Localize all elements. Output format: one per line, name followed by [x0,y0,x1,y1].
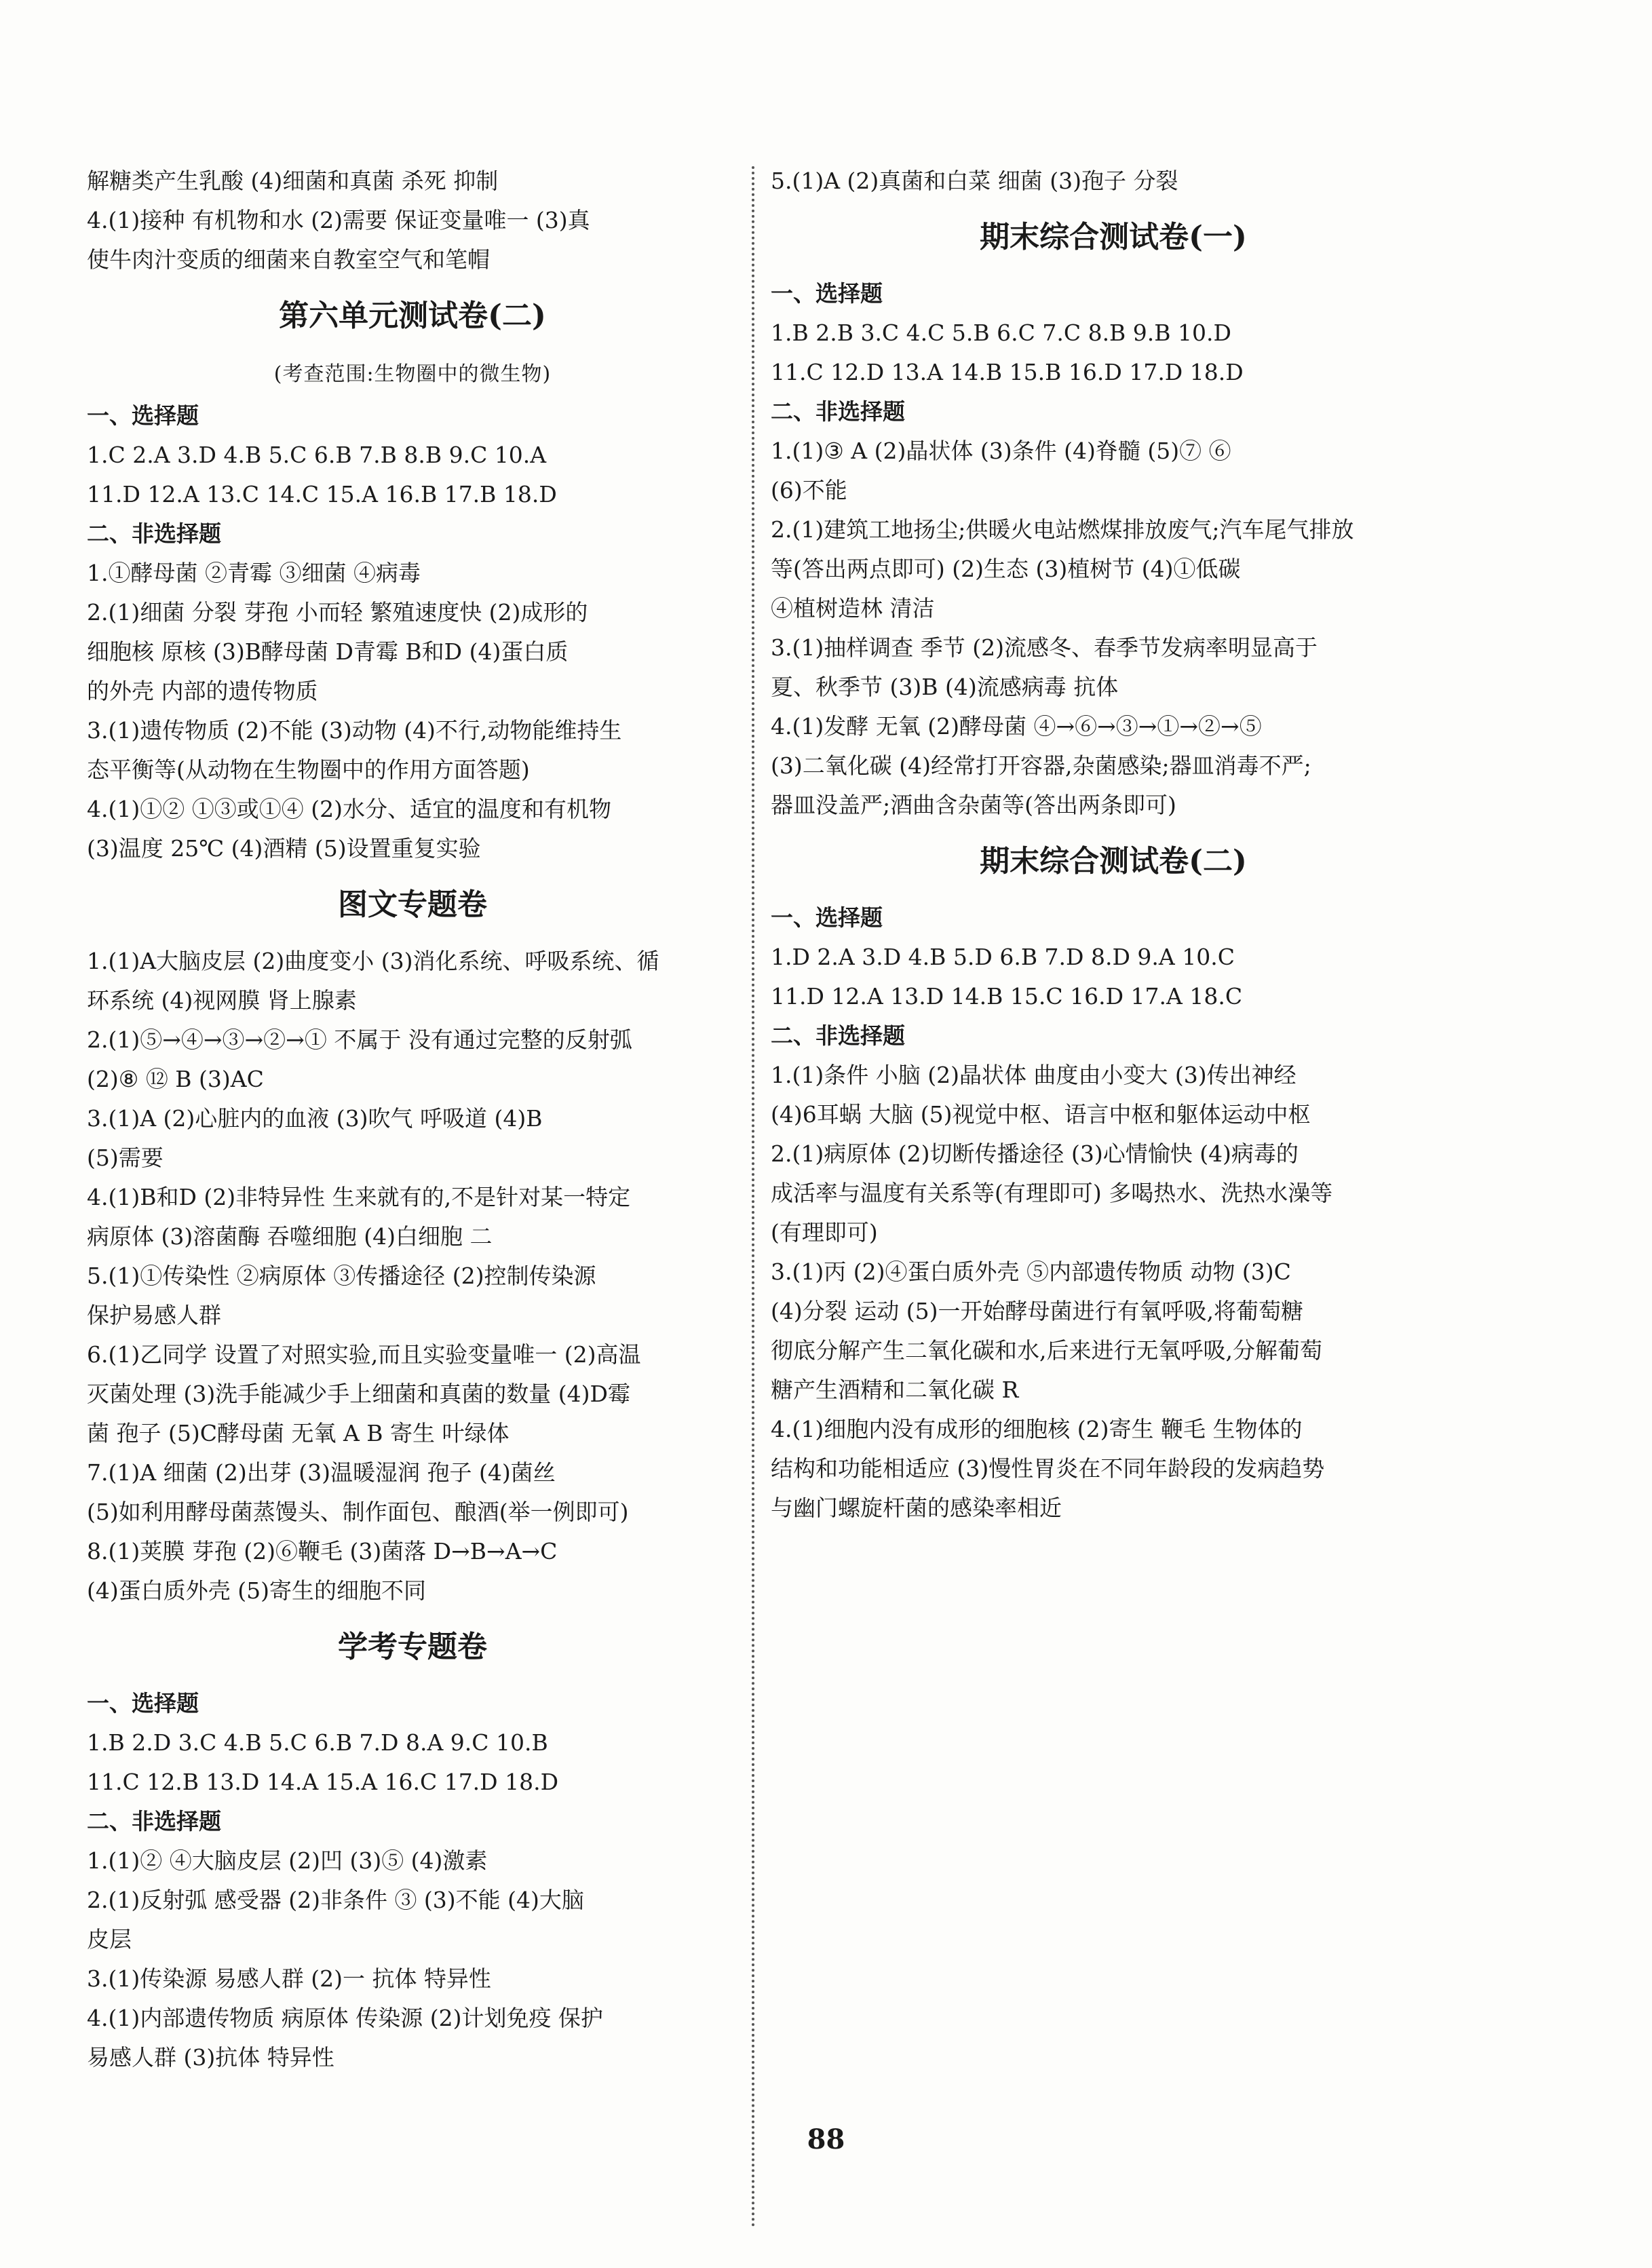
answer-line: 4.(1)B和D (2)非特异性 生来就有的,不是针对某一特定 [87,1184,631,1210]
xuekao-nonchoice-heading: 二、非选择题 [87,1808,221,1834]
tuwen-title: 图文专题卷 [338,887,487,922]
answer-line: 灭菌处理 (3)洗手能减少手上细菌和真菌的数量 (4)D霉 [87,1381,630,1407]
final1-title: 期末综合测试卷(一) [980,220,1247,254]
answer-line: 1.C 2.A 3.D 4.B 5.C 6.B 7.B 8.B 9.C 10.A [87,442,547,468]
answer-line: (2)⑧ ⑫ B (3)AC [87,1066,264,1092]
answer-line: (有理即可) [771,1219,878,1246]
unit6-title: 第六单元测试卷(二) [279,299,546,333]
answer-line: 成活率与温度有关系等(有理即可) 多喝热水、洗热水澡等 [771,1180,1333,1206]
answer-line: 3.(1)传染源 易感人群 (2)一 抗体 特异性 [87,1965,491,1992]
answer-line: 1.(1)③ A (2)晶状体 (3)条件 (4)脊髓 (5)⑦ ⑥ [771,438,1231,464]
answer-line: 6.(1)乙同学 设置了对照实验,而且实验变量唯一 (2)高温 [87,1341,641,1368]
answer-line: 糖产生酒精和二氧化碳 R [771,1377,1019,1403]
unit6-choice-answers [87,436,738,514]
answer-line: (6)不能 [771,477,847,503]
final1-choice-heading: 一、选择题 [771,280,883,307]
unit6-scope: (考查范围:生物圈中的微生物) [273,362,552,386]
answer-line: (4)6耳蜗 大脑 (5)视觉中枢、语言中枢和躯体运动中枢 [771,1101,1311,1128]
page-number: 88 [807,2123,845,2155]
answer-line: 态平衡等(从动物在生物圈中的作用方面答题) [87,756,530,783]
unit6-choice-heading: 一、选择题 [87,402,199,429]
answer-line: 4.(1)①② ①③或①④ (2)水分、适宜的温度和有机物 [87,796,611,822]
answer-line: 5.(1)①传染性 ②病原体 ③传播途径 (2)控制传染源 [87,1263,596,1289]
answer-line: (3)温度 25℃ (4)酒精 (5)设置重复实验 [87,835,481,862]
answer-line: 细胞核 原核 (3)B酵母菌 D青霉 B和D (4)蛋白质 [87,638,569,665]
answer-line: 2.(1)病原体 (2)切断传播途径 (3)心情愉快 (4)病毒的 [771,1140,1299,1167]
answer-line: (5)需要 [87,1145,164,1171]
answer-line: 1.(1)条件 小脑 (2)晶状体 曲度由小变大 (3)传出神经 [771,1062,1296,1088]
left-intro [87,161,738,280]
answer-line: 的外壳 内部的遗传物质 [87,678,318,704]
final2-title: 期末综合测试卷(二) [980,844,1247,879]
answer-line: 2.(1)细菌 分裂 芽孢 小而轻 繁殖速度快 (2)成形的 [87,599,588,626]
answer-line: 1.①酵母菌 ②青霉 ③细菌 ④病毒 [87,560,421,586]
answer-line: 11.D 12.A 13.D 14.B 15.C 16.D 17.A 18.C [771,983,1243,1010]
right-column [771,161,1456,1528]
final2-nonchoice-answers [771,1056,1456,1528]
final2-choice-heading: 一、选择题 [771,904,883,931]
answer-line: 1.B 2.B 3.C 4.C 5.B 6.C 7.C 8.B 9.B 10.D [771,320,1231,346]
answer-line: 解糖类产生乳酸 (4)细菌和真菌 杀死 抑制 [87,168,499,194]
column-divider [752,166,754,2229]
xuekao-choice-answers [87,1723,738,1802]
answer-line: 2.(1)建筑工地扬尘;供暖火电站燃煤排放废气;汽车尾气排放 [771,516,1354,543]
answer-line: 与幽门螺旋杆菌的感染率相近 [771,1495,1062,1521]
answer-line: 1.(1)② ④大脑皮层 (2)凹 (3)⑤ (4)激素 [87,1847,488,1874]
answer-line: 保护易感人群 [87,1302,221,1328]
final2-nonchoice-heading: 二、非选择题 [771,1022,905,1049]
tuwen-answers [87,942,738,1611]
answer-line: ④植树造林 清洁 [771,595,935,621]
answer-line: 3.(1)抽样调查 季节 (2)流感冬、春季节发病率明显高于 [771,634,1318,661]
answer-line: 1.(1)A大脑皮层 (2)曲度变小 (3)消化系统、呼吸系统、循 [87,948,659,974]
answer-line: 2.(1)⑤→④→③→②→① 不属于 没有通过完整的反射弧 [87,1026,632,1053]
answer-line: 5.(1)A (2)真菌和白菜 细菌 (3)孢子 分裂 [771,168,1178,194]
answer-line: 结构和功能相适应 (3)慢性胃炎在不同年龄段的发病趋势 [771,1455,1325,1482]
answer-line: (4)蛋白质外壳 (5)寄生的细胞不同 [87,1577,426,1604]
answer-line: 4.(1)发酵 无氧 (2)酵母菌 ④→⑥→③→①→②→⑤ [771,713,1262,739]
answer-line: 11.C 12.B 13.D 14.A 15.A 16.C 17.D 18.D [87,1769,559,1795]
xuekao-title: 学考专题卷 [338,1630,487,1664]
answer-line: 8.(1)荚膜 芽孢 (2)⑥鞭毛 (3)菌落 D→B→A→C [87,1538,558,1564]
answer-line: (5)如利用酵母菌蒸馒头、制作面包、酿酒(举一例即可) [87,1499,629,1525]
final2-choice-answers [771,938,1456,1016]
xuekao-choice-heading: 一、选择题 [87,1690,199,1716]
unit6-nonchoice-answers [87,554,738,868]
answer-line: 易感人群 (3)抗体 特异性 [87,2044,334,2071]
answer-line: 夏、秋季节 (3)B (4)流感病毒 抗体 [771,674,1119,700]
final1-nonchoice-heading: 二、非选择题 [771,398,905,425]
right-intro [771,161,1456,201]
answer-line: 3.(1)A (2)心脏内的血液 (3)吹气 呼吸道 (4)B [87,1105,543,1132]
xuekao-nonchoice-answers [87,1841,738,2077]
answer-line: 菌 孢子 (5)C酵母菌 无氧 A B 寄生 叶绿体 [87,1420,510,1446]
answer-line: 11.C 12.D 13.A 14.B 15.B 16.D 17.D 18.D [771,359,1244,385]
answer-line: 4.(1)接种 有机物和水 (2)需要 保证变量唯一 (3)真 [87,207,590,233]
answer-line: 器皿没盖严;酒曲含杂菌等(答出两条即可) [771,792,1176,818]
answer-line: 1.B 2.D 3.C 4.B 5.C 6.B 7.D 8.A 9.C 10.B [87,1729,548,1756]
answer-line: 皮层 [87,1926,132,1953]
answer-line: 2.(1)反射弧 感受器 (2)非条件 ③ (3)不能 (4)大脑 [87,1887,584,1913]
final1-nonchoice-answers [771,431,1456,825]
answer-line: (3)二氧化碳 (4)经常打开容器,杂菌感染;器皿消毒不严; [771,752,1311,779]
unit6-nonchoice-heading: 二、非选择题 [87,520,221,547]
answer-line: 7.(1)A 细菌 (2)出芽 (3)温暖湿润 孢子 (4)菌丝 [87,1459,556,1486]
answer-line: 3.(1)丙 (2)④蛋白质外壳 ⑤内部遗传物质 动物 (3)C [771,1258,1291,1285]
left-column [87,161,738,2077]
answer-line: 彻底分解产生二氧化碳和水,后来进行无氧呼吸,分解葡萄 [771,1337,1322,1364]
answer-line: 4.(1)细胞内没有成形的细胞核 (2)寄生 鞭毛 生物体的 [771,1416,1303,1442]
answer-line: 1.D 2.A 3.D 4.B 5.D 6.B 7.D 8.D 9.A 10.C [771,944,1235,970]
answer-line: (4)分裂 运动 (5)一开始酵母菌进行有氧呼吸,将葡萄糖 [771,1298,1303,1324]
answer-line: 病原体 (3)溶菌酶 吞噬细胞 (4)白细胞 二 [87,1223,493,1250]
answer-line: 等(答出两点即可) (2)生态 (3)植树节 (4)①低碳 [771,556,1241,582]
answer-line: 环系统 (4)视网膜 肾上腺素 [87,987,357,1014]
answer-line: 3.(1)遗传物质 (2)不能 (3)动物 (4)不行,动物能维持生 [87,717,622,744]
answer-line: 使牛肉汁变质的细菌来自教室空气和笔帽 [87,246,490,273]
answer-line: 4.(1)内部遗传物质 病原体 传染源 (2)计划免疫 保护 [87,2005,603,2031]
final1-choice-answers [771,313,1456,392]
answer-line: 11.D 12.A 13.C 14.C 15.A 16.B 17.B 18.D [87,481,557,507]
